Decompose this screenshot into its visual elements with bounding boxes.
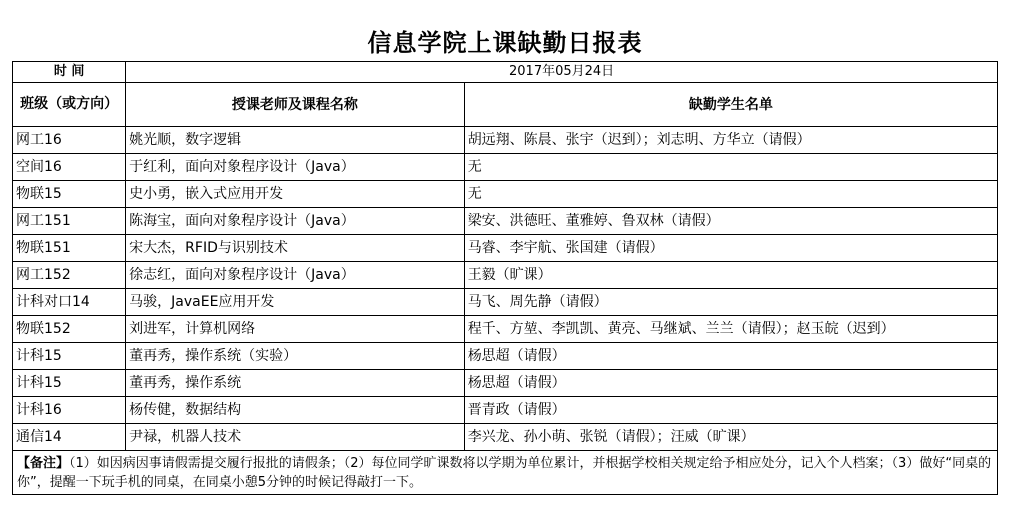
col-header-absent: 缺勤学生名单: [464, 83, 997, 127]
cell-class: 空间16: [13, 154, 126, 181]
cell-teacher: 徐志红，面向对象程序设计（Java）: [126, 262, 465, 289]
cell-absent: 马睿、李宇航、张国建（请假）: [464, 235, 997, 262]
cell-class: 网工16: [13, 127, 126, 154]
table-row: [13, 370, 998, 397]
table-row: [13, 397, 998, 424]
col-header-teacher: 授课老师及课程名称: [126, 83, 465, 127]
table-row: [13, 181, 998, 208]
cell-teacher: 姚光顺，数字逻辑: [126, 127, 465, 154]
table-row: [13, 208, 998, 235]
table-row: [13, 424, 998, 451]
cell-teacher: 马骏，JavaEE应用开发: [126, 289, 465, 316]
cell-absent: 杨思超（请假）: [464, 370, 997, 397]
cell-absent: 无: [464, 154, 997, 181]
cell-class: 计科16: [13, 397, 126, 424]
table-row: [13, 127, 998, 154]
cell-absent: 马飞、周先静（请假）: [464, 289, 997, 316]
cell-teacher: 董再秀，操作系统（实验）: [126, 343, 465, 370]
cell-absent: 无: [464, 181, 997, 208]
cell-teacher: 刘进军，计算机网络: [126, 316, 465, 343]
time-label: 时 间: [13, 62, 126, 83]
cell-absent: 晋青政（请假）: [464, 397, 997, 424]
cell-absent: 杨思超（请假）: [464, 343, 997, 370]
cell-teacher: 杨传健，数据结构: [126, 397, 465, 424]
report-title: 信息学院上课缺勤日报表: [367, 28, 643, 57]
cell-teacher: 史小勇，嵌入式应用开发: [126, 181, 465, 208]
cell-class: 计科对口14: [13, 289, 126, 316]
cell-class: 通信14: [13, 424, 126, 451]
cell-teacher: 尹禄，机器人技术: [126, 424, 465, 451]
cell-absent: 程千、方堃、李凯凯、黄亮、马继斌、兰兰（请假）；赵玉皖（迟到）: [464, 316, 997, 343]
table-row: [13, 235, 998, 262]
note-row: [13, 451, 998, 495]
cell-class: 物联151: [13, 235, 126, 262]
cell-absent: 胡远翔、陈晨、张宇（迟到）；刘志明、方华立（请假）: [464, 127, 997, 154]
cell-teacher: 宋大杰，RFID与识别技术: [126, 235, 465, 262]
report-date: 2017年05月24日: [126, 62, 998, 83]
header-row: [13, 83, 998, 127]
col-header-class: 班级（或方向）: [13, 83, 126, 127]
cell-class: 网工151: [13, 208, 126, 235]
table-row: [13, 154, 998, 181]
cell-absent: 李兴龙、孙小萌、张锐（请假）；汪威（旷课）: [464, 424, 997, 451]
cell-class: 计科15: [13, 343, 126, 370]
cell-teacher: 于红利，面向对象程序设计（Java）: [126, 154, 465, 181]
table-row: [13, 316, 998, 343]
note-text: （1）如因病因事请假需提交履行报批的请假条；（2）每位同学旷课数将以学期为单位累计，并根据学校相关规定给予相应处分，记入个人档案；（3）做好“同桌的你”，提醒一下玩手机的同桌，在同桌小憩5分钟的时候记得敲打一下。: [17, 455, 992, 490]
table-row: [13, 262, 998, 289]
note-label: 【备注】: [17, 455, 70, 471]
cell-absent: 梁安、洪德旺、董雅婷、鲁双林（请假）: [464, 208, 997, 235]
note-cell: [13, 451, 998, 495]
table-row: [13, 343, 998, 370]
date-row: [13, 62, 998, 83]
cell-class: 网工152: [13, 262, 126, 289]
cell-class: 物联15: [13, 181, 126, 208]
cell-class: 计科15: [13, 370, 126, 397]
cell-teacher: 董再秀，操作系统: [126, 370, 465, 397]
cell-absent: 王毅（旷课）: [464, 262, 997, 289]
table-row: [13, 289, 998, 316]
absence-table: [12, 61, 998, 495]
cell-class: 物联152: [13, 316, 126, 343]
cell-teacher: 陈海宝，面向对象程序设计（Java）: [126, 208, 465, 235]
